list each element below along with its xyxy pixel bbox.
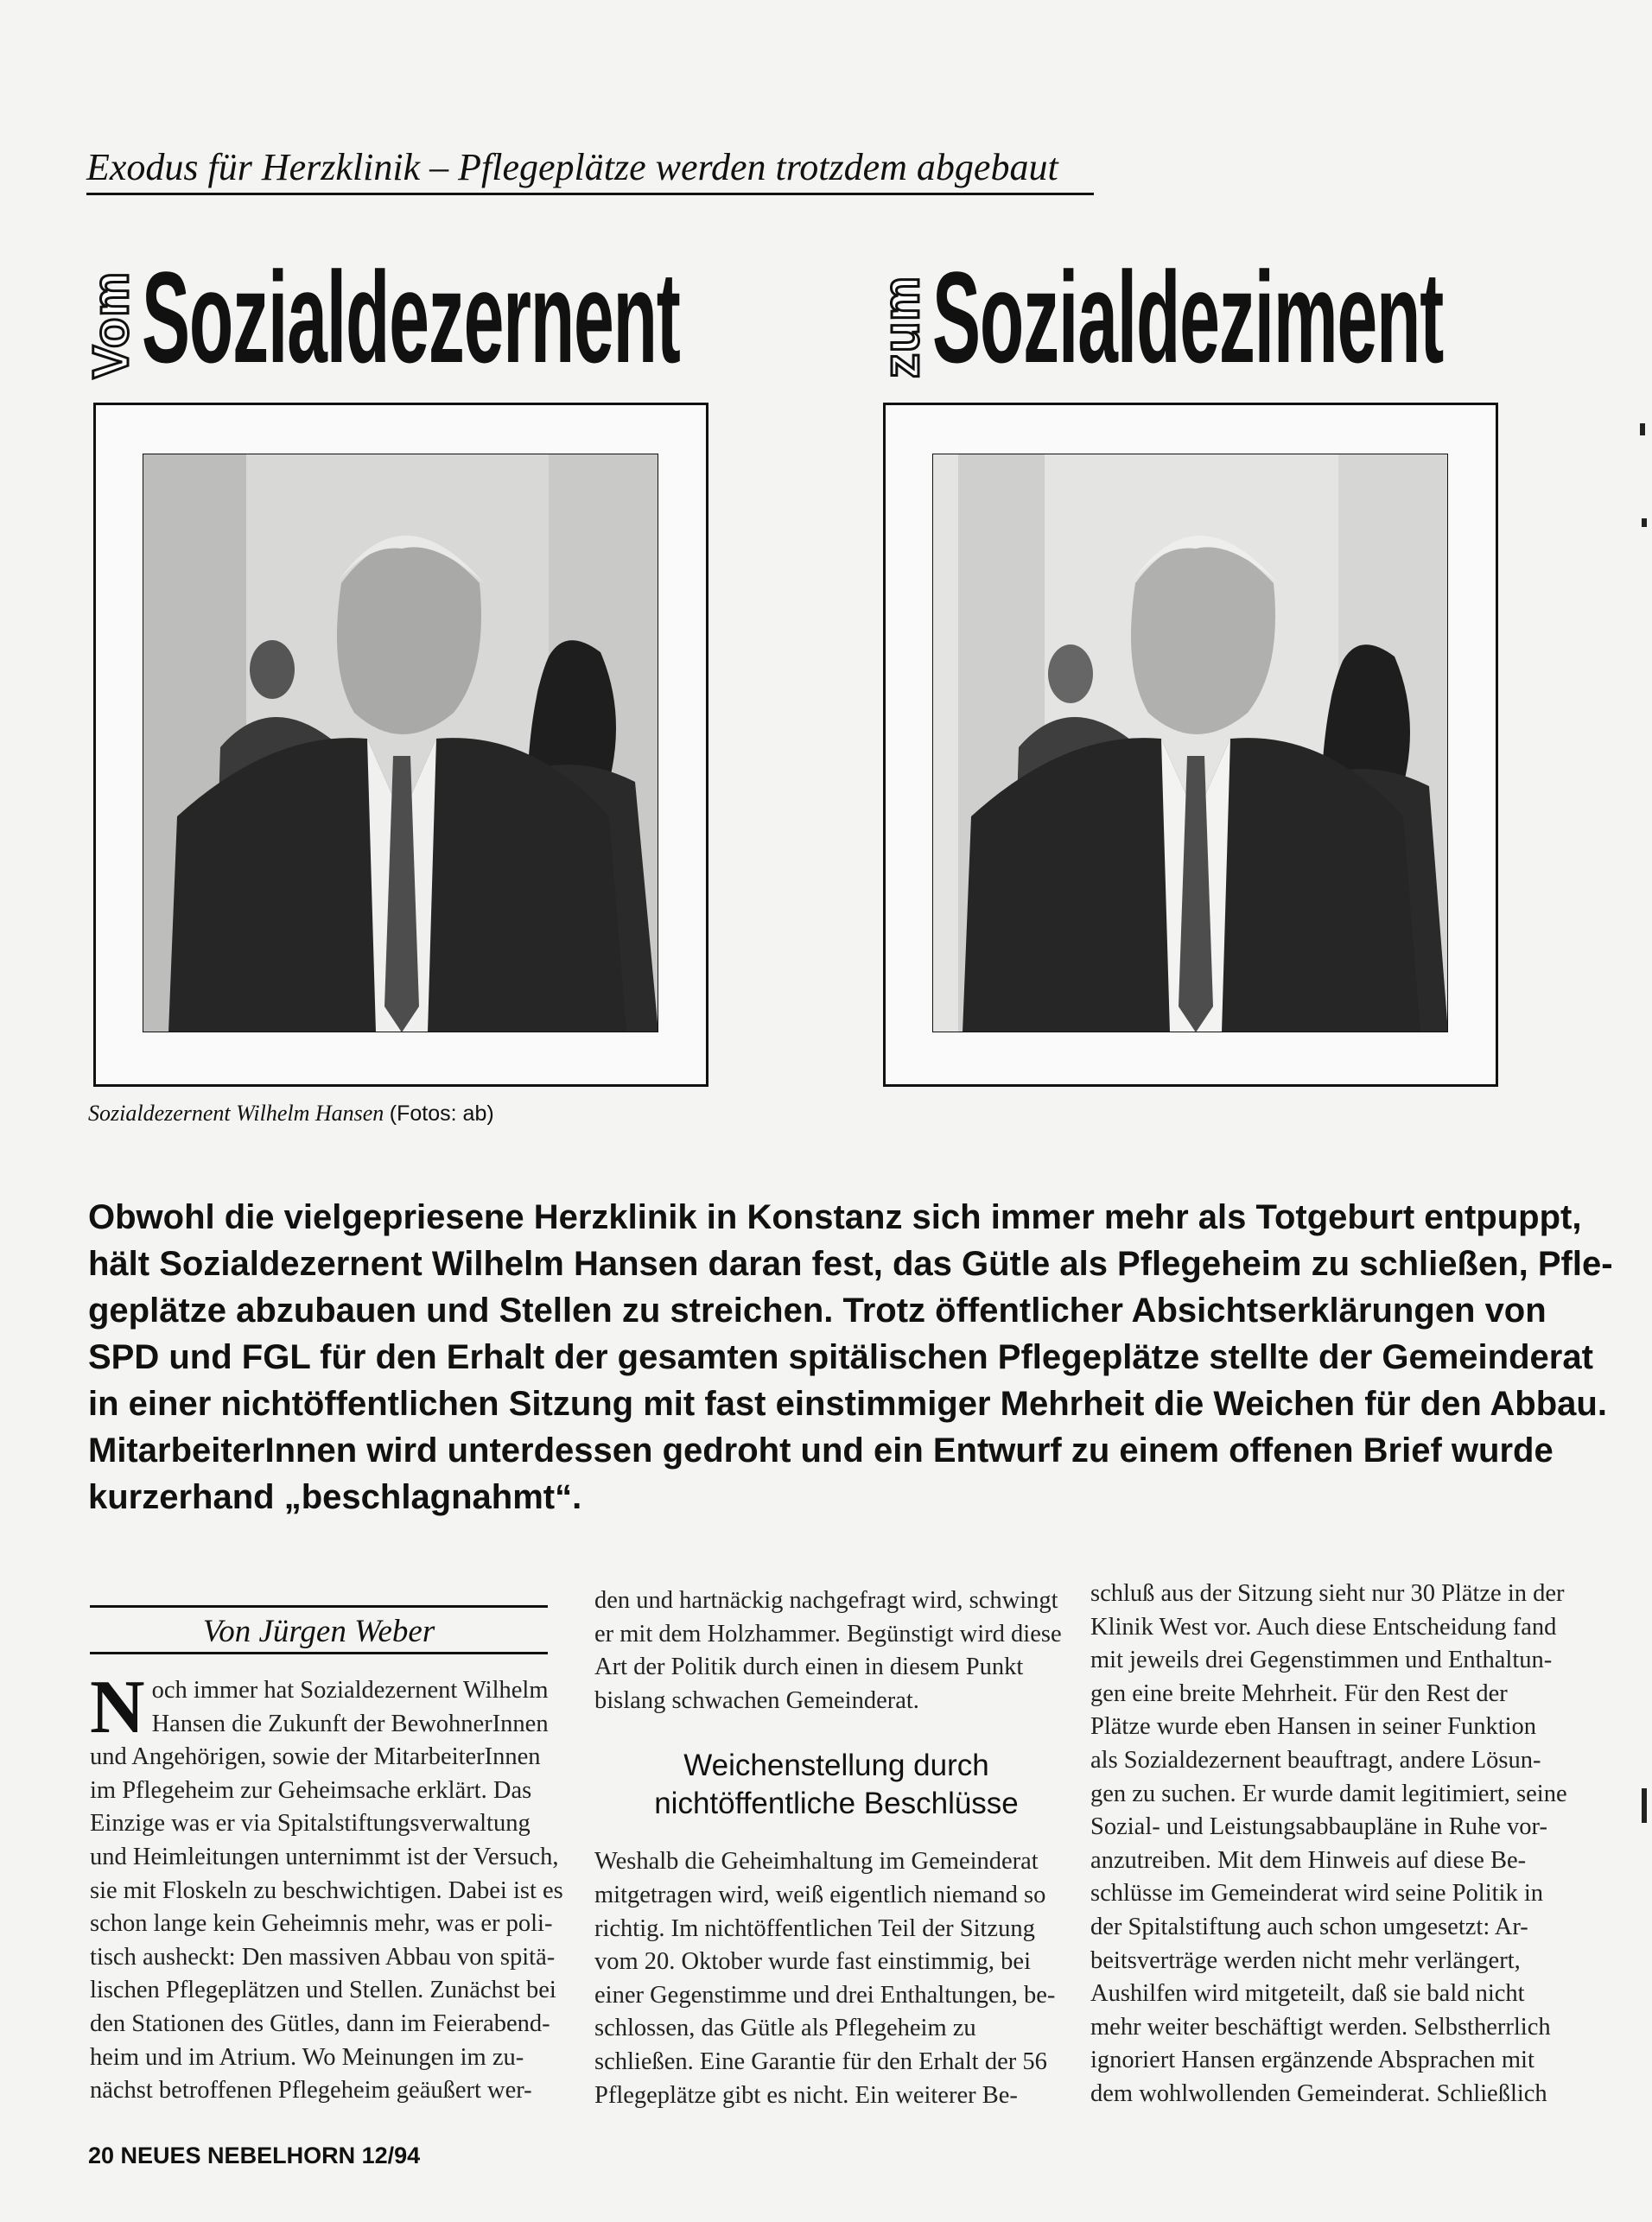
column-line: Aushilfen wird mitgeteilt, daß sie bald nicht	[1090, 1980, 1525, 2008]
column-line: och immer hat Sozialdezernent Wilhelm	[151, 1677, 549, 1704]
column-line: bislang schwachen Gemeinderat.	[594, 1686, 919, 1714]
lead-line: hält Sozialdezernent Wilhelm Hansen daran fest, das Gütle als Pflegeheim zu schließen, Pfle-	[88, 1245, 1613, 1283]
column-line: und Heimleitungen unternimmt ist der Versuch,	[90, 1843, 559, 1870]
lead-line: Obwohl die vielgepriesene Herzklinik in Konstanz sich immer mehr als Totgeburt entpuppt,	[88, 1198, 1582, 1236]
column-line: er mit dem Holzhammer. Begünstigt wird diese	[594, 1620, 1062, 1647]
caption-credit: (Fotos: ab)	[389, 1101, 494, 1126]
column-line: schlüsse im Gemeinderat wird seine Politik in	[1090, 1880, 1543, 1908]
drop-cap: N	[90, 1666, 145, 1749]
column-line: lischen Pflegeplätzen und Stellen. Zunächst bei	[90, 1977, 556, 2004]
kicker-title: Exodus für Herzklinik – Pflegeplätze werden trotzdem abgebaut	[86, 145, 1094, 195]
subhead-line: nichtöffentliche Beschlüsse	[654, 1787, 1019, 1821]
headline-right-word: Sozialdeziment	[932, 244, 1444, 390]
column-line: Hansen die Zukunft der BewohnerInnen	[151, 1710, 549, 1737]
edge-mark	[1642, 1788, 1647, 1823]
column-line: dem wohlwollenden Gemeinderat. Schließlich	[1090, 2079, 1547, 2107]
column-line: Einzige was er via Spitalstiftungsverwaltung	[90, 1810, 531, 1838]
column-line: den Stationen des Gütles, dann im Feierabend-	[90, 2009, 550, 2037]
column-line: gen eine breite Mehrheit. Für den Rest der	[1090, 1679, 1508, 1707]
column-line: mehr weiter beschäftigt werden. Selbstherrlich	[1090, 2013, 1551, 2041]
headline-left-word: Sozialdezernent	[142, 244, 680, 390]
column-line: schluß aus der Sitzung sieht nur 30 Plätze in der	[1090, 1580, 1565, 1607]
column-line: nächst betroffenen Pflegeheim geäußert wer-	[90, 2077, 532, 2105]
column-line: mit jeweils drei Gegenstimmen und Enthaltun-	[1090, 1647, 1553, 1674]
headline-left-vertical: Vom	[83, 270, 139, 378]
portrait-photo-icon	[932, 454, 1448, 1032]
column-line: sie mit Floskeln zu beschwichtigen. Dabei ist es	[90, 1876, 563, 1904]
article-column-2	[594, 1584, 1078, 2112]
column-line: schon lange kein Geheimnis mehr, was er poli-	[90, 1910, 553, 1938]
headline-left	[83, 232, 708, 390]
column-line: Plätze wurde eben Hansen in seiner Funktion	[1090, 1713, 1537, 1741]
column-line: Sozial- und Leistungsabbaupläne in Ruhe vor-	[1090, 1813, 1547, 1841]
headline-right-vertical: zum	[874, 276, 930, 378]
headline-right	[874, 232, 1499, 390]
column-line: gen zu suchen. Er wurde damit legitimiert, seine	[1090, 1780, 1567, 1807]
caption-name: Sozialdezernent Wilhelm Hansen	[88, 1101, 384, 1126]
column-line: einer Gegenstimme und drei Enthaltungen, be-	[594, 1981, 1056, 2009]
article-column-3	[1090, 1578, 1571, 2111]
column-line: tisch ausheckt: Den massiven Abbau von spitä-	[90, 1943, 556, 1971]
lead-paragraph	[88, 1194, 1613, 1520]
column-line: vom 20. Oktober wurde fast einstimmig, bei	[594, 1948, 1031, 1976]
lead-line: kurzerhand „beschlagnahmt“.	[88, 1478, 582, 1516]
photo-left-frame	[93, 403, 708, 1087]
column-line: Klinik West vor. Auch diese Entscheidung fand	[1090, 1613, 1557, 1641]
column-line: richtig. Im nichtöffentlichen Teil der Sitzung	[594, 1914, 1035, 1942]
photo-right-frame	[883, 403, 1498, 1087]
portrait-photo-icon	[143, 454, 658, 1032]
column-line: Pflegeplätze gibt es nicht. Ein weiterer Be-	[594, 2081, 1018, 2109]
edge-mark	[1642, 518, 1647, 527]
lead-line: in einer nichtöffentlichen Sitzung mit fast einstimmiger Mehrheit die Weichen für den Abbau.	[88, 1385, 1607, 1423]
lead-line: MitarbeiterInnen wird unterdessen gedroht und ein Entwurf zu einem offenen Brief wurde	[88, 1432, 1554, 1470]
edge-mark	[1640, 423, 1645, 435]
column-line: und Angehörigen, sowie der MitarbeiterInnen	[90, 1743, 541, 1771]
section-subhead	[594, 1747, 1078, 1823]
column-line: der Spitalstiftung auch schon umgesetzt: Ar-	[1090, 1913, 1528, 1940]
lead-line: SPD und FGL für den Erhalt der gesamten spitälischen Pflegeplätze stellte der Gemeinderat	[88, 1338, 1593, 1376]
column-line: anzutreiben. Mit dem Hinweis auf diese Be-	[1090, 1846, 1527, 1874]
subhead-line: Weichenstellung durch	[683, 1749, 989, 1783]
article-column-1	[90, 1666, 570, 2108]
column-line: ignoriert Hansen ergänzende Absprachen mit	[1090, 2047, 1534, 2074]
column-line: den und hartnäckig nachgefragt wird, schwingt	[594, 1587, 1058, 1614]
column-line: Art der Politik durch einen in diesem Punkt	[594, 1654, 1024, 1681]
column-line: schließen. Eine Garantie für den Erhalt der 56	[594, 2047, 1047, 2075]
column-line: als Sozialdezernent beauftragt, andere Lösun-	[1090, 1746, 1541, 1774]
column-line: heim und im Atrium. Wo Meinungen im zu-	[90, 2043, 524, 2071]
lead-line: geplätze abzubauen und Stellen zu streichen. Trotz öffentlicher Absichtserklärungen von	[88, 1292, 1547, 1330]
column-line: beitsverträge werden nicht mehr verlängert,	[1090, 1946, 1521, 1974]
column-line: mitgetragen wird, weiß eigentlich niemand so	[594, 1881, 1046, 1908]
column-line: schlossen, das Gütle als Pflegeheim zu	[594, 2015, 976, 2042]
page-footer: 20 NEUES NEBELHORN 12/94	[88, 2143, 421, 2168]
column-line: Weshalb die Geheimhaltung im Gemeinderat	[594, 1848, 1039, 1876]
column-line: im Pflegeheim zur Geheimsache erklärt. Das	[90, 1776, 532, 1804]
photo-caption	[88, 1101, 494, 1127]
byline: Von Jürgen Weber	[90, 1605, 548, 1654]
